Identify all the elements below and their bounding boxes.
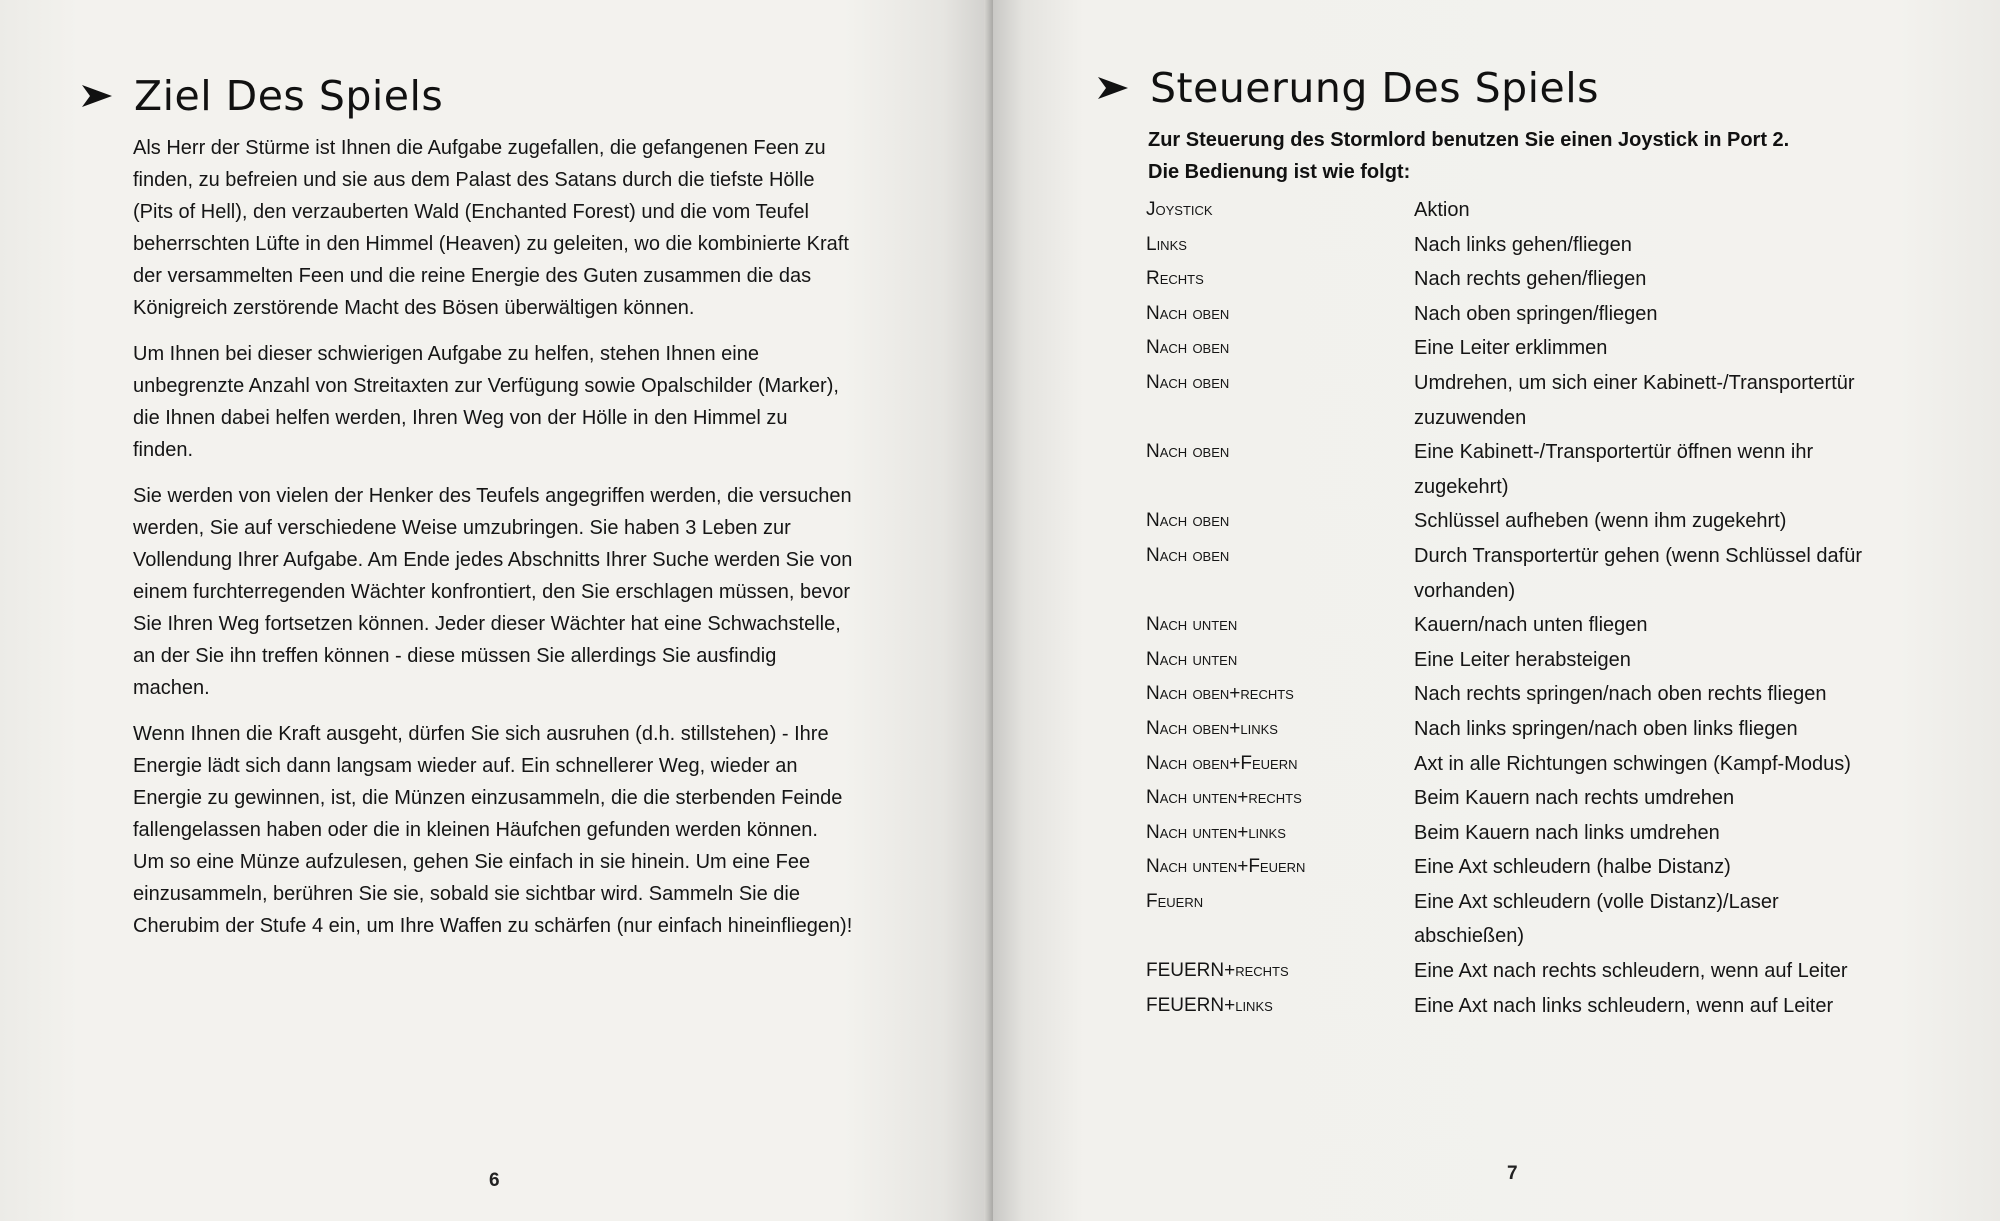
control-action: Beim Kauern nach links umdrehen (1414, 821, 1720, 844)
left-page-body (133, 132, 853, 956)
controls-row (1146, 885, 1866, 954)
controls-row (1146, 989, 1866, 1024)
arrow-right-icon (80, 82, 114, 110)
controls-row (1146, 781, 1866, 816)
control-action: Nach rechts springen/nach oben rechts fliegen (1414, 683, 1827, 706)
control-action: Eine Axt schleudern (volle Distanz)/Laser abschießen) (1414, 890, 1779, 948)
control-key: Nach oben (1146, 337, 1230, 359)
control-key: Nach oben (1146, 510, 1230, 532)
control-action: Axt in alle Richtungen schwingen (Kampf-Modus) (1414, 752, 1851, 775)
page-number: 7 (1507, 1163, 1518, 1184)
right-page-heading (1096, 64, 1599, 112)
control-key: Nach oben (1146, 371, 1230, 393)
control-key: FEUERN+rechts (1146, 960, 1289, 982)
left-page-heading (80, 72, 443, 120)
control-key: Feuern (1146, 890, 1204, 912)
heading-text: Steuerung Des Spiels (1150, 64, 1600, 112)
controls-table (1146, 193, 1866, 1023)
control-key: Joystick (1146, 199, 1213, 220)
control-action: Eine Leiter herabsteigen (1414, 648, 1631, 671)
controls-row (1146, 747, 1866, 782)
paragraph: Wenn Ihnen die Kraft ausgeht, dürfen Sie sich ausruhen (d.h. stillstehen) - Ihre Energie lädt sich dann langsam wieder auf. Ein schnellerer Weg, wieder an Energie zu gewinnen, ist, die Münzen einzusammeln, die die sterbenden Feinde fallengelassen haben oder die in kleinen Häufchen gefunden werden können. Um so eine Münze aufzulesen, gehen Sie einfach in sie hinein. Um eine Fee einzusammeln, berühren Sie sie, sobald sie sichtbar wird. Sammeln Sie die Cherubim der Stufe 4 ein, um Ihre Waffen zu schärfen (nur einfach hineinfliegen)! (133, 723, 853, 937)
controls-row (1146, 643, 1866, 678)
controls-row (1146, 850, 1866, 885)
page-number: 6 (489, 1170, 500, 1191)
controls-row (1146, 504, 1866, 539)
control-action: Aktion (1414, 199, 1470, 221)
control-action: Durch Transportertür gehen (wenn Schlüssel dafür vorhanden) (1414, 544, 1863, 602)
control-action: Kauern/nach unten fliegen (1414, 614, 1648, 637)
control-action: Nach links gehen/fliegen (1414, 233, 1632, 256)
control-action: Schlüssel aufheben (wenn ihm zugekehrt) (1414, 510, 1787, 533)
control-key: Nach oben (1146, 302, 1230, 324)
heading-text: Ziel Des Spiels (134, 72, 444, 120)
paragraph: Sie werden von vielen der Henker des Teufels angegriffen werden, die versuchen werden, Sie auf verschiedene Weise umzubringen. Sie haben 3 Leben zur Vollendung Ihrer Aufgabe. Am Ende jedes Abschnitts Ihrer Suche werden Sie von einem furchterregenden Wächter konfrontiert, den Sie erschlagen müssen, bevor Sie Ihren Weg fortsetzen können. Jeder dieser Wächter hat eine Schwachstelle, an der Sie ihn treffen können - diese müssen Sie allerdings Sie ausfindig machen. (133, 485, 853, 699)
control-key: Nach oben+Feuern (1146, 752, 1298, 774)
controls-row (1146, 262, 1866, 297)
control-action: Eine Kabinett-/Transportertür öffnen wenn ihr zugekehrt) (1414, 441, 1814, 498)
control-action: Umdrehen, um sich einer Kabinett-/Transportertür zuzuwenden (1414, 371, 1855, 429)
paragraph: Als Herr der Stürme ist Ihnen die Aufgabe zugefallen, die gefangenen Feen zu finden, zu befreien und sie aus dem Palast des Satans durch die tiefste Hölle (Pits of Hell), den verzauberten Wald (Enchanted Forest) und die vom Teufel beherrschten Lüfte in den Himmel (Heaven) zu geleiten, wo die kombinierte Kraft der versammelten Feen und die reine Energie des Guten zusammen die das Königreich zerstörende Macht des Bösen überwältigen können. (133, 137, 849, 319)
paragraph: Um Ihnen bei dieser schwierigen Aufgabe zu helfen, stehen Ihnen eine unbegrenzte Anzahl von Streitaxten zur Verfügung sowie Opalschilder (Marker), die Ihnen dabei helfen werden, Ihren Weg von der Hölle in den Himmel zu finden. (133, 343, 839, 461)
intro-line: Die Bedienung ist wie folgt: (1148, 161, 1411, 183)
control-key: Nach unten (1146, 614, 1238, 636)
controls-row (1146, 193, 1866, 228)
control-action: Eine Axt nach rechts schleudern, wenn auf Leiter (1414, 960, 1848, 983)
control-action: Eine Leiter erklimmen (1414, 337, 1608, 360)
control-key: Rechts (1146, 268, 1204, 290)
controls-intro (1148, 124, 1848, 188)
control-action: Nach rechts gehen/fliegen (1414, 268, 1647, 291)
left-page (0, 0, 993, 1221)
control-action: Nach oben springen/fliegen (1414, 302, 1658, 325)
control-key: Nach unten (1146, 648, 1238, 670)
control-key: FEUERN+links (1146, 994, 1273, 1016)
controls-row (1146, 712, 1866, 747)
control-action: Eine Axt schleudern (halbe Distanz) (1414, 856, 1731, 879)
control-key: Nach unten+Feuern (1146, 856, 1306, 878)
control-key: Nach unten+rechts (1146, 787, 1302, 809)
controls-row (1146, 297, 1866, 332)
controls-row (1146, 435, 1866, 504)
controls-row (1146, 677, 1866, 712)
controls-row (1146, 954, 1866, 989)
controls-row (1146, 366, 1866, 435)
control-key: Links (1146, 233, 1187, 255)
control-action: Nach links springen/nach oben links fliegen (1414, 717, 1798, 740)
control-key: Nach unten+links (1146, 821, 1286, 843)
control-action: Beim Kauern nach rechts umdrehen (1414, 787, 1735, 810)
controls-row (1146, 228, 1866, 263)
controls-row (1146, 539, 1866, 608)
intro-line: Zur Steuerung des Stormlord benutzen Sie einen Joystick in Port 2. (1148, 129, 1790, 151)
control-key: Nach oben (1146, 441, 1230, 463)
controls-row (1146, 816, 1866, 851)
controls-row (1146, 331, 1866, 366)
arrow-right-icon (1096, 74, 1130, 102)
control-key: Nach oben+links (1146, 717, 1278, 739)
control-key: Nach oben (1146, 544, 1230, 566)
control-key: Nach oben+rechts (1146, 683, 1294, 705)
controls-row (1146, 608, 1866, 643)
control-action: Eine Axt nach links schleudern, wenn auf Leiter (1414, 994, 1834, 1017)
